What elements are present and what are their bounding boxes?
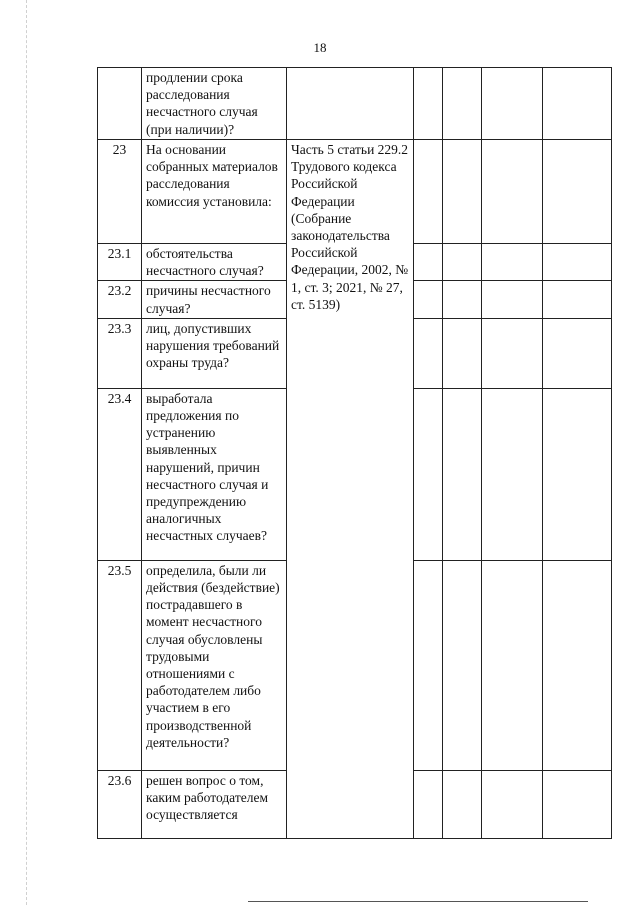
note-cell xyxy=(543,388,612,560)
row-number: 23.4 xyxy=(98,388,142,560)
question-text: причины несчастного случая? xyxy=(142,281,287,318)
answer-yes-cell xyxy=(414,388,443,560)
note-cell xyxy=(543,244,612,281)
row-number: 23.5 xyxy=(98,560,142,770)
question-text: На основании собранных материалов расследования комиссия установила: xyxy=(142,140,287,244)
question-cell: продлении срока расследования несчастного случая (при наличии)? xyxy=(142,68,287,140)
note-cell xyxy=(543,770,612,838)
row-number: 23.2 xyxy=(98,281,142,318)
note-cell xyxy=(543,318,612,388)
page-number: 18 xyxy=(313,40,327,55)
row-number: 23.6 xyxy=(98,770,142,838)
row-number: 23.1 xyxy=(98,244,142,281)
answer-na-cell xyxy=(482,68,543,140)
answer-yes-cell xyxy=(414,140,443,244)
answer-yes-cell xyxy=(414,281,443,318)
answer-no-cell xyxy=(443,244,482,281)
table-row-continuation xyxy=(98,68,612,140)
answer-na-cell xyxy=(482,560,543,770)
row-number: 23.3 xyxy=(98,318,142,388)
question-text: лиц, допустивших нарушения требований охраны труда? xyxy=(142,318,287,388)
answer-no-cell xyxy=(443,68,482,140)
answer-no-cell xyxy=(443,140,482,244)
question-text: выработала предложения по устранению выявленных нарушений, причин несчастного случая и предупреждению аналогичных несчастных случаев? xyxy=(142,388,287,560)
answer-no-cell xyxy=(443,388,482,560)
answer-na-cell xyxy=(482,281,543,318)
row-number-cell xyxy=(98,68,142,140)
page-bottom-rule xyxy=(248,901,588,902)
answer-na-cell xyxy=(482,140,543,244)
answer-na-cell xyxy=(482,318,543,388)
answer-na-cell xyxy=(482,244,543,281)
answer-na-cell xyxy=(482,388,543,560)
answer-na-cell xyxy=(482,770,543,838)
answer-no-cell xyxy=(443,560,482,770)
legal-reference: Часть 5 статьи 229.2 Трудового кодекса Российской Федерации (Собрание законодательства Российской Федерации, 2002, № 1, ст. 3; 2021, № 27, ст. 5139) xyxy=(287,140,414,839)
answer-no-cell xyxy=(443,318,482,388)
answer-no-cell xyxy=(443,770,482,838)
note-cell xyxy=(543,140,612,244)
checklist-table xyxy=(97,67,612,839)
answer-yes-cell xyxy=(414,770,443,838)
reference-cell xyxy=(287,68,414,140)
margin-line xyxy=(26,0,27,905)
table-row xyxy=(98,140,612,244)
note-cell xyxy=(543,281,612,318)
answer-yes-cell xyxy=(414,244,443,281)
answer-yes-cell xyxy=(414,318,443,388)
answer-yes-cell xyxy=(414,68,443,140)
answer-yes-cell xyxy=(414,560,443,770)
question-text: обстоятельства несчастного случая? xyxy=(142,244,287,281)
row-number: 23 xyxy=(98,140,142,244)
note-cell xyxy=(543,68,612,140)
note-cell xyxy=(543,560,612,770)
question-text: решен вопрос о том, каким работодателем осуществляется xyxy=(142,770,287,838)
question-text: определила, были ли действия (бездействие) пострадавшего в момент несчастного случая обусловлены трудовыми отношениями с работодателем либо участием в его производственной деятельности? xyxy=(142,560,287,770)
answer-no-cell xyxy=(443,281,482,318)
